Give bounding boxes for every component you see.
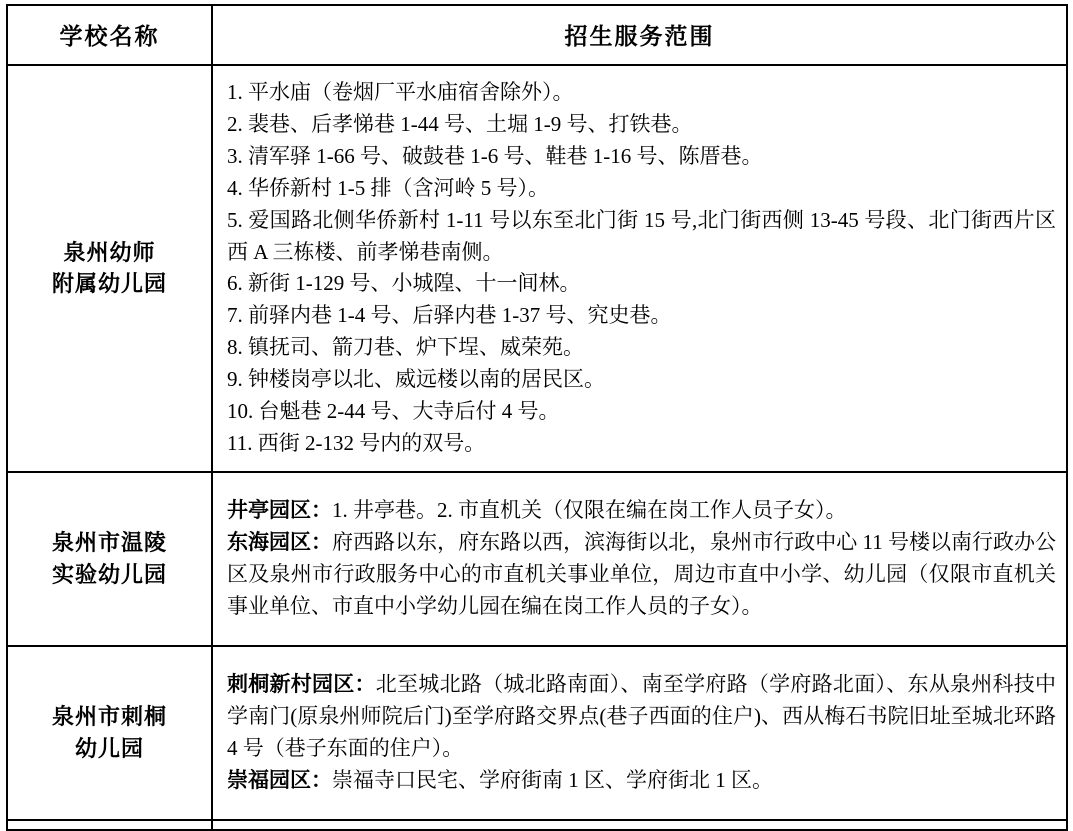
table-row [7, 65, 1067, 472]
school-name-line: 泉州市温陵 [51, 529, 167, 555]
table-row [7, 646, 1067, 820]
campus-text: 崇福寺口民宅、学府街南 1 区、学府街北 1 区。 [332, 767, 773, 792]
service-range-content [213, 66, 1066, 471]
school-name-label [8, 231, 211, 307]
enrollment-service-area-table [6, 4, 1068, 831]
service-range-content [213, 484, 1066, 634]
school-name-line: 泉州幼师 [63, 239, 156, 265]
service-range-item: 1. 平水庙（卷烟厂平水庙宿舍除外）。 [227, 80, 574, 104]
service-range-item: 7. 前驿内巷 1-4 号、后驿内巷 1-37 号、究史巷。 [227, 303, 672, 328]
school-name-cell [7, 65, 212, 472]
campus-label: 崇福园区： [227, 768, 332, 792]
campus-text: 1. 井亭巷。2. 市直机关（仅限在编在岗工作人员子女）。 [332, 498, 847, 523]
school-name-line: 实验幼儿园 [51, 561, 167, 587]
school-name-cell-partial [7, 820, 212, 830]
school-name-label [8, 695, 211, 771]
service-range-item: 8. 镇抚司、箭刀巷、炉下埕、威荣苑。 [227, 335, 584, 360]
service-range-item: 11. 西街 2-132 号内的双号。 [227, 430, 486, 455]
service-range-item: 5. 爱国路北侧华侨新村 1-11 号以东至北门街 15 号,北门街西侧 13-45 号段、北门街西片区西 A 三栋楼、前孝悌巷南侧。 [227, 207, 1056, 264]
column-header-school-name-label: 学校名称 [59, 23, 160, 49]
column-header-service-range [212, 5, 1067, 65]
campus-text: 府西路以东，府东路以西，滨海街以北，泉州市行政中心 11 号楼以南行政办公区及泉州市行政服务中心的市直机关事业单位，周边市直中小学、幼儿园（仅限市直机关事业单位、市直中小学幼儿园在编在岗工作人员的子女）。 [227, 529, 1057, 618]
campus-label: 井亭园区： [227, 499, 332, 523]
service-range-paragraph [227, 765, 1056, 797]
service-range-cell-partial [212, 820, 1067, 830]
service-range-content [213, 658, 1066, 808]
service-range-cell [212, 646, 1067, 820]
table-header-row [7, 5, 1067, 65]
campus-text: 北至城北路（城北路南面）、南至学府路（学府路北面）、东从泉州科技中学南门(原泉州师院后门)至学府路交界点(巷子西面的住户)、西从梅石书院旧址至城北环路 4 号（巷子东面的住户）。 [227, 672, 1056, 760]
table-row-partial [7, 820, 1067, 830]
school-name-cell [7, 472, 212, 646]
service-range-paragraph [227, 527, 1056, 623]
service-range-item: 3. 清军驿 1-66 号、破鼓巷 1-6 号、鞋巷 1-16 号、陈厝巷。 [227, 143, 763, 168]
table-row [7, 472, 1067, 646]
service-range-item: 10. 台魁巷 2-44 号、大寺后付 4 号。 [227, 399, 560, 424]
school-name-line: 泉州市刺桐 [51, 703, 167, 729]
service-range-item: 4. 华侨新村 1-5 排（含河岭 5 号）。 [227, 175, 549, 200]
school-name-line: 幼儿园 [74, 735, 144, 761]
column-header-service-range-label: 招生服务范围 [564, 23, 715, 49]
service-range-paragraph [227, 495, 1056, 527]
service-range-cell [212, 65, 1067, 472]
service-range-paragraph [227, 669, 1056, 765]
service-range-item: 9. 钟楼岗亭以北、威远楼以南的居民区。 [227, 367, 605, 392]
column-header-school-name [7, 5, 212, 65]
school-name-label [8, 521, 211, 597]
campus-label: 刺桐新村园区： [227, 673, 376, 697]
school-name-line: 附属幼儿园 [51, 271, 167, 297]
school-name-cell [7, 646, 212, 820]
service-range-item: 6. 新街 1-129 号、小城隍、十一间林。 [227, 271, 581, 296]
service-range-cell [212, 472, 1067, 646]
service-range-item: 2. 裴巷、后孝悌巷 1-44 号、土堀 1-9 号、打铁巷。 [227, 111, 693, 136]
campus-label: 东海园区： [227, 530, 333, 554]
